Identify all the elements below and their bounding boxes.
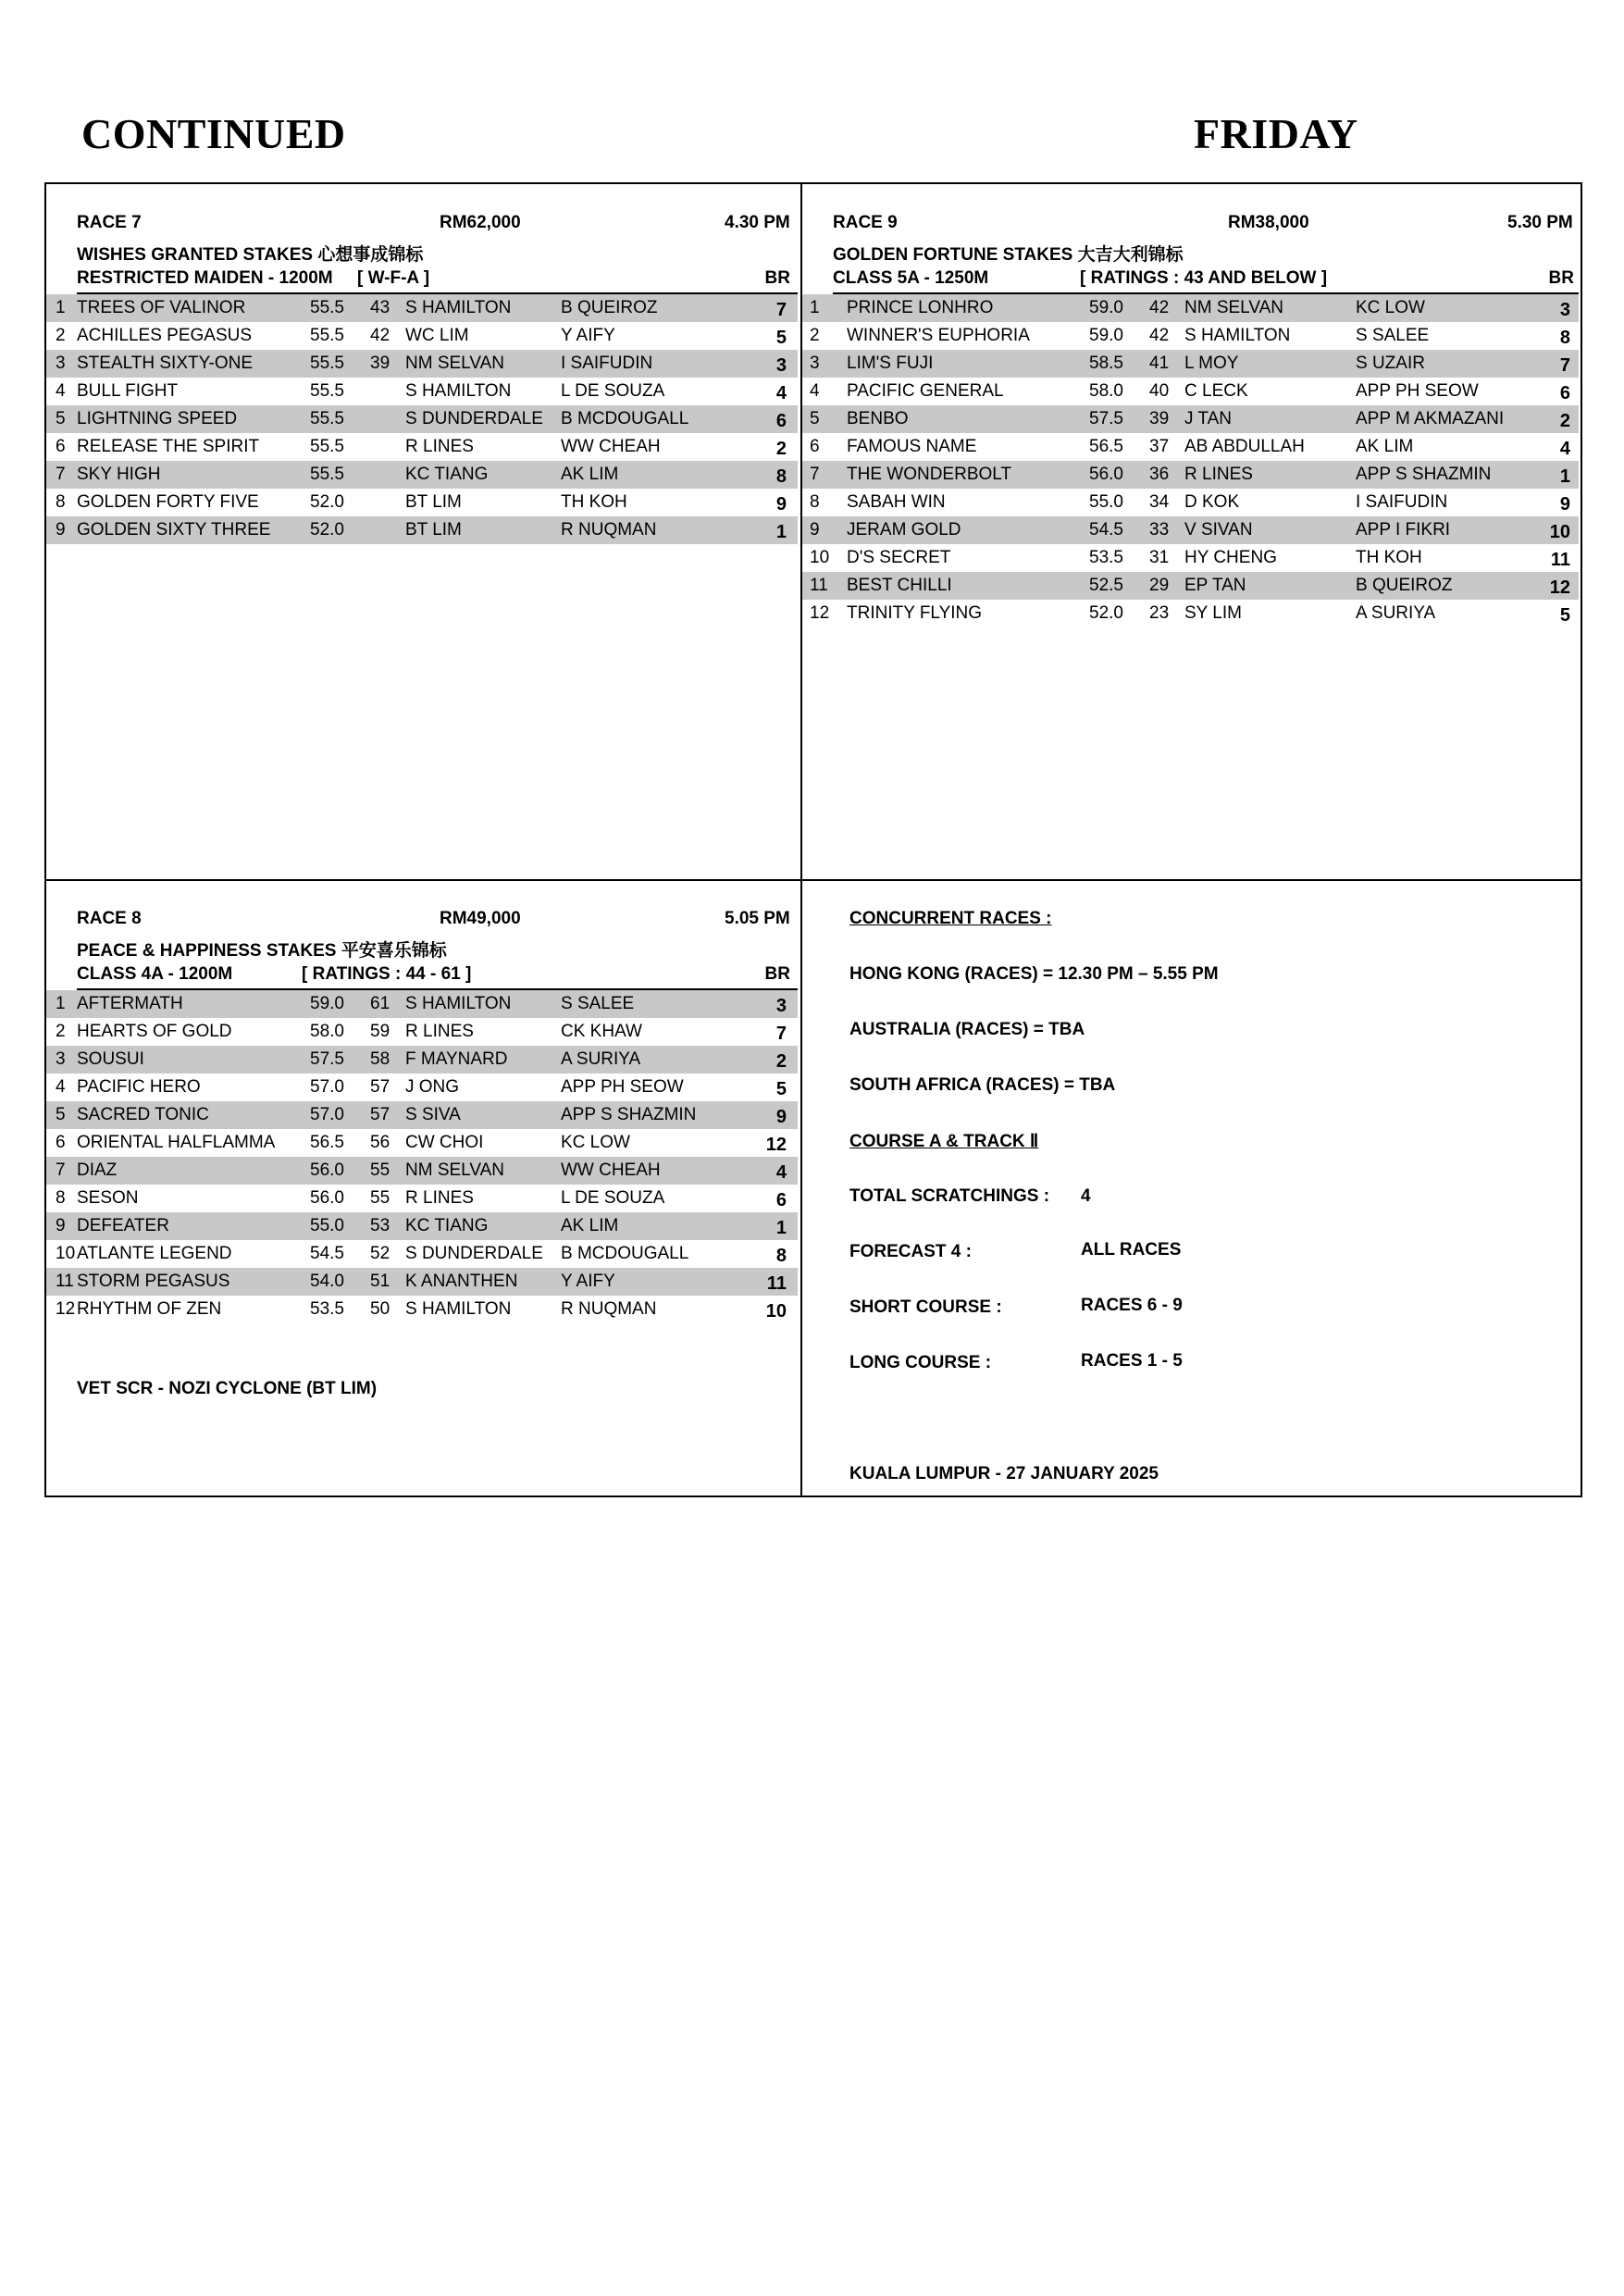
- handicap-weight: 56.0: [310, 1188, 344, 1208]
- race-name: WISHES GRANTED STAKES 心想事成锦标: [77, 245, 424, 265]
- runner-number: 11: [56, 1272, 74, 1291]
- handicap-weight: 58.0: [310, 1022, 344, 1041]
- runner-row: [802, 350, 1579, 378]
- location-date-footer: KUALA LUMPUR - 27 JANUARY 2025: [849, 1464, 1159, 1483]
- runner-number: 1: [56, 298, 66, 317]
- jockey-name: KC TIANG: [405, 465, 489, 484]
- trainer-name: APP S SHAZMIN: [561, 1105, 697, 1124]
- handicap-weight: 58.0: [1089, 381, 1123, 401]
- runner-row: [46, 1157, 798, 1185]
- barrier-draw: 6: [775, 1190, 787, 1210]
- runner-number: 7: [810, 465, 820, 484]
- runner-number: 5: [56, 1105, 66, 1124]
- horse-name: PRINCE LONHRO: [847, 298, 994, 317]
- jockey-name: D KOK: [1184, 492, 1240, 512]
- runner-row: [46, 433, 798, 461]
- runner-row: [802, 572, 1579, 600]
- horse-rating: 34: [1149, 492, 1170, 512]
- jockey-name: L MOY: [1184, 354, 1239, 373]
- trainer-name: KC LOW: [561, 1133, 630, 1152]
- trainer-name: A SURIYA: [561, 1049, 641, 1069]
- jockey-name: BT LIM: [405, 520, 462, 540]
- trainer-name: APP S SHAZMIN: [1356, 465, 1492, 484]
- south-africa-races: SOUTH AFRICA (RACES) = TBA: [849, 1075, 1116, 1095]
- jockey-name: NM SELVAN: [1184, 298, 1283, 317]
- handicap-weight: 55.5: [310, 381, 344, 401]
- trainer-name: AK LIM: [1356, 437, 1414, 456]
- jockey-name: F MAYNARD: [405, 1049, 508, 1069]
- runner-number: 5: [810, 409, 820, 428]
- jockey-name: S HAMILTON: [405, 298, 512, 317]
- runner-row: [46, 1129, 798, 1157]
- jockey-name: S HAMILTON: [405, 381, 512, 401]
- horse-name: GOLDEN SIXTY THREE: [77, 520, 271, 540]
- jockey-name: WC LIM: [405, 326, 469, 345]
- handicap-weight: 57.5: [1089, 409, 1123, 428]
- horse-name: LIM'S FUJI: [847, 354, 934, 373]
- handicap-weight: 55.0: [1089, 492, 1123, 512]
- horse-name: BENBO: [847, 409, 909, 428]
- runner-number: 5: [56, 409, 66, 428]
- horse-rating: 55: [370, 1188, 391, 1208]
- runner-row: [802, 433, 1579, 461]
- horse-rating: 57: [370, 1105, 391, 1124]
- horse-rating: 52: [370, 1244, 391, 1263]
- runner-row: [46, 1296, 798, 1323]
- handicap-weight: 55.5: [310, 326, 344, 345]
- short-course-label: SHORT COURSE :: [849, 1297, 1002, 1317]
- race-prize: RM49,000: [440, 909, 521, 928]
- header-continued: CONTINUED: [81, 110, 346, 157]
- trainer-name: B MCDOUGALL: [561, 409, 689, 428]
- runner-row: [46, 378, 798, 405]
- jockey-name: NM SELVAN: [405, 354, 504, 373]
- runner-row: [46, 350, 798, 378]
- trainer-name: L DE SOUZA: [561, 1188, 665, 1208]
- horse-name: PACIFIC GENERAL: [847, 381, 1004, 401]
- runner-row: [802, 322, 1579, 350]
- trainer-name: APP PH SEOW: [1356, 381, 1479, 401]
- race-conditions: [ RATINGS : 44 - 61 ]: [302, 964, 472, 984]
- barrier-draw: 7: [775, 1024, 787, 1044]
- trainer-name: Y AIFY: [561, 326, 615, 345]
- race-prize: RM62,000: [440, 213, 521, 232]
- runner-number: 1: [810, 298, 820, 317]
- runner-number: 3: [56, 1049, 66, 1069]
- runner-row: [46, 1101, 798, 1129]
- race-time: 5.05 PM: [725, 909, 790, 928]
- short-course-value: RACES 6 - 9: [1081, 1296, 1183, 1315]
- trainer-name: S UZAIR: [1356, 354, 1425, 373]
- vet-scratching-note: VET SCR - NOZI CYCLONE (BT LIM): [77, 1379, 378, 1398]
- barrier-draw: 4: [775, 383, 787, 403]
- runner-row: [46, 516, 798, 544]
- runner-row: [46, 1074, 798, 1101]
- trainer-name: A SURIYA: [1356, 603, 1436, 623]
- trainer-name: S SALEE: [1356, 326, 1430, 345]
- barrier-draw: 7: [775, 300, 787, 320]
- runner-number: 3: [810, 354, 820, 373]
- jockey-name: S SIVA: [405, 1105, 461, 1124]
- runner-row: [46, 1212, 798, 1240]
- horse-name: D'S SECRET: [847, 548, 951, 567]
- runner-row: [46, 294, 798, 322]
- horse-rating: 31: [1149, 548, 1170, 567]
- horse-name: TREES OF VALINOR: [77, 298, 246, 317]
- jockey-name: EP TAN: [1184, 576, 1246, 595]
- horse-name: STEALTH SIXTY-ONE: [77, 354, 254, 373]
- horse-rating: 59: [370, 1022, 391, 1041]
- jockey-name: J TAN: [1184, 409, 1233, 428]
- barrier-draw: 5: [775, 328, 787, 348]
- trainer-name: I SAIFUDIN: [1356, 492, 1448, 512]
- barrier-draw: 1: [775, 1218, 787, 1238]
- horse-name: STORM PEGASUS: [77, 1272, 230, 1291]
- runner-row: [46, 1018, 798, 1046]
- runner-number: 10: [810, 548, 830, 567]
- horse-rating: 39: [1149, 409, 1170, 428]
- horse-name: ATLANTE LEGEND: [77, 1244, 232, 1263]
- horse-name: ORIENTAL HALFLAMMA: [77, 1133, 276, 1152]
- runner-row: [46, 990, 798, 1018]
- runner-number: 12: [810, 603, 830, 623]
- horse-name: WINNER'S EUPHORIA: [847, 326, 1030, 345]
- barrier-draw: 8: [775, 1246, 787, 1266]
- horse-name: THE WONDERBOLT: [847, 465, 1012, 484]
- trainer-name: KC LOW: [1356, 298, 1425, 317]
- barrier-draw: 12: [1549, 577, 1570, 598]
- trainer-name: AK LIM: [561, 1216, 619, 1235]
- runner-row: [46, 405, 798, 433]
- jockey-name: BT LIM: [405, 492, 462, 512]
- horse-name: SOUSUI: [77, 1049, 144, 1069]
- barrier-column-header: BR: [764, 964, 790, 984]
- handicap-weight: 58.5: [1089, 354, 1123, 373]
- race-conditions: [ RATINGS : 43 AND BELOW ]: [1080, 268, 1328, 288]
- runner-number: 9: [810, 520, 820, 540]
- barrier-column-header: BR: [1548, 268, 1574, 288]
- race-name: GOLDEN FORTUNE STAKES 大吉大利锦标: [833, 245, 1184, 265]
- long-course-value: RACES 1 - 5: [1081, 1351, 1183, 1371]
- runner-number: 11: [810, 576, 828, 595]
- runner-number: 1: [56, 994, 66, 1013]
- barrier-column-header: BR: [764, 268, 790, 288]
- trainer-name: R NUQMAN: [561, 1299, 657, 1319]
- horse-name: DIAZ: [77, 1160, 118, 1180]
- jockey-name: R LINES: [405, 1188, 474, 1208]
- horse-name: GOLDEN FORTY FIVE: [77, 492, 259, 512]
- panel-divider-horizontal: [44, 879, 1581, 881]
- handicap-weight: 52.0: [310, 492, 344, 512]
- barrier-draw: 3: [1559, 300, 1570, 320]
- jockey-name: C LECK: [1184, 381, 1248, 401]
- trainer-name: B MCDOUGALL: [561, 1244, 689, 1263]
- jockey-name: V SIVAN: [1184, 520, 1253, 540]
- barrier-draw: 7: [1559, 355, 1570, 376]
- runner-number: 4: [56, 381, 66, 401]
- horse-rating: 50: [370, 1299, 391, 1319]
- barrier-draw: 1: [1559, 466, 1570, 487]
- horse-name: TRINITY FLYING: [847, 603, 983, 623]
- race-conditions: [ W-F-A ]: [357, 268, 430, 288]
- horse-rating: 55: [370, 1160, 391, 1180]
- jockey-name: S DUNDERDALE: [405, 1244, 543, 1263]
- barrier-draw: 11: [766, 1273, 787, 1294]
- horse-rating: 29: [1149, 576, 1170, 595]
- runner-row: [46, 1268, 798, 1296]
- horse-rating: 56: [370, 1133, 391, 1152]
- handicap-weight: 52.0: [1089, 603, 1123, 623]
- runner-number: 10: [56, 1244, 76, 1263]
- barrier-draw: 2: [775, 439, 787, 459]
- trainer-name: WW CHEAH: [561, 1160, 661, 1180]
- course-track: COURSE A & TRACK Ⅱ: [849, 1132, 1039, 1151]
- handicap-weight: 56.0: [1089, 465, 1123, 484]
- runner-row: [46, 1240, 798, 1268]
- runner-row: [46, 322, 798, 350]
- trainer-name: B QUEIROZ: [1356, 576, 1453, 595]
- handicap-weight: 57.5: [310, 1049, 344, 1069]
- australia-races: AUSTRALIA (RACES) = TBA: [849, 1020, 1085, 1039]
- horse-name: LIGHTNING SPEED: [77, 409, 238, 428]
- trainer-name: B QUEIROZ: [561, 298, 658, 317]
- hong-kong-races: HONG KONG (RACES) = 12.30 PM – 5.55 PM: [849, 964, 1219, 984]
- horse-rating: 43: [370, 298, 391, 317]
- barrier-draw: 12: [765, 1135, 787, 1155]
- jockey-name: KC TIANG: [405, 1216, 489, 1235]
- race-time: 5.30 PM: [1507, 213, 1573, 232]
- barrier-draw: 11: [1550, 550, 1570, 570]
- jockey-name: S DUNDERDALE: [405, 409, 543, 428]
- horse-rating: 39: [370, 354, 391, 373]
- horse-name: RELEASE THE SPIRIT: [77, 437, 260, 456]
- jockey-name: CW CHOI: [405, 1133, 484, 1152]
- runner-number: 7: [56, 465, 66, 484]
- barrier-draw: 8: [775, 466, 787, 487]
- jockey-name: K ANANTHEN: [405, 1272, 518, 1291]
- runner-number: 3: [56, 354, 66, 373]
- runner-row: [802, 544, 1579, 572]
- race-number: RACE 9: [833, 213, 898, 232]
- horse-name: SKY HIGH: [77, 465, 161, 484]
- race-class: RESTRICTED MAIDEN - 1200M: [77, 268, 333, 288]
- handicap-weight: 59.0: [310, 994, 344, 1013]
- runner-row: [802, 378, 1579, 405]
- horse-name: DEFEATER: [77, 1216, 169, 1235]
- runner-number: 6: [56, 1133, 66, 1152]
- handicap-weight: 56.0: [310, 1160, 344, 1180]
- horse-name: BULL FIGHT: [77, 381, 179, 401]
- jockey-name: AB ABDULLAH: [1184, 437, 1305, 456]
- handicap-weight: 54.0: [310, 1272, 344, 1291]
- handicap-weight: 53.5: [1089, 548, 1123, 567]
- runner-number: 4: [56, 1077, 66, 1097]
- runner-number: 2: [56, 326, 66, 345]
- race-number: RACE 8: [77, 909, 142, 928]
- handicap-weight: 55.5: [310, 465, 344, 484]
- runner-number: 9: [56, 1216, 66, 1235]
- handicap-weight: 56.5: [310, 1133, 344, 1152]
- barrier-draw: 9: [775, 1107, 787, 1127]
- horse-name: BEST CHILLI: [847, 576, 952, 595]
- runner-number: 2: [810, 326, 820, 345]
- barrier-draw: 3: [775, 996, 787, 1016]
- total-scratchings-label: TOTAL SCRATCHINGS :: [849, 1186, 1050, 1206]
- horse-rating: 37: [1149, 437, 1170, 456]
- horse-name: ACHILLES PEGASUS: [77, 326, 253, 345]
- horse-name: FAMOUS NAME: [847, 437, 977, 456]
- forecast-value: ALL RACES: [1081, 1240, 1182, 1260]
- handicap-weight: 56.5: [1089, 437, 1123, 456]
- barrier-draw: 6: [775, 411, 787, 431]
- handicap-weight: 57.0: [310, 1105, 344, 1124]
- concurrent-races-heading: CONCURRENT RACES :: [849, 909, 1052, 928]
- runner-row: [802, 600, 1579, 627]
- handicap-weight: 54.5: [310, 1244, 344, 1263]
- runner-row: [802, 294, 1579, 322]
- barrier-draw: 3: [775, 355, 787, 376]
- horse-rating: 33: [1149, 520, 1170, 540]
- handicap-weight: 55.0: [310, 1216, 344, 1235]
- runner-number: 8: [56, 492, 66, 512]
- runner-number: 7: [56, 1160, 66, 1180]
- jockey-name: S HAMILTON: [405, 1299, 512, 1319]
- runner-number: 8: [810, 492, 820, 512]
- handicap-weight: 57.0: [310, 1077, 344, 1097]
- barrier-draw: 2: [1559, 411, 1570, 431]
- barrier-draw: 8: [1559, 328, 1570, 348]
- barrier-draw: 1: [775, 522, 787, 542]
- barrier-draw: 9: [1559, 494, 1570, 515]
- runner-row: [46, 1046, 798, 1074]
- jockey-name: HY CHENG: [1184, 548, 1277, 567]
- horse-name: JERAM GOLD: [847, 520, 961, 540]
- runner-row: [802, 461, 1579, 489]
- trainer-name: I SAIFUDIN: [561, 354, 653, 373]
- runner-number: 6: [56, 437, 66, 456]
- trainer-name: CK KHAW: [561, 1022, 642, 1041]
- runner-number: 2: [56, 1022, 66, 1041]
- horse-name: AFTERMATH: [77, 994, 183, 1013]
- barrier-draw: 4: [1559, 439, 1570, 459]
- race-name: PEACE & HAPPINESS STAKES 平安喜乐锦标: [77, 941, 447, 961]
- runner-number: 4: [810, 381, 820, 401]
- trainer-name: TH KOH: [1356, 548, 1422, 567]
- handicap-weight: 55.5: [310, 409, 344, 428]
- horse-rating: 58: [370, 1049, 391, 1069]
- handicap-weight: 52.0: [310, 520, 344, 540]
- handicap-weight: 54.5: [1089, 520, 1123, 540]
- barrier-draw: 5: [775, 1079, 787, 1099]
- handicap-weight: 59.0: [1089, 298, 1123, 317]
- runner-row: [46, 461, 798, 489]
- trainer-name: APP PH SEOW: [561, 1077, 684, 1097]
- trainer-name: Y AIFY: [561, 1272, 615, 1291]
- header-day: FRIDAY: [1194, 110, 1358, 157]
- horse-name: SESON: [77, 1188, 139, 1208]
- horse-rating: 23: [1149, 603, 1170, 623]
- horse-name: SABAH WIN: [847, 492, 946, 512]
- jockey-name: SY LIM: [1184, 603, 1242, 623]
- trainer-name: WW CHEAH: [561, 437, 661, 456]
- horse-rating: 53: [370, 1216, 391, 1235]
- trainer-name: R NUQMAN: [561, 520, 657, 540]
- horse-rating: 61: [370, 994, 391, 1013]
- horse-rating: 40: [1149, 381, 1170, 401]
- horse-rating: 42: [370, 326, 391, 345]
- horse-rating: 57: [370, 1077, 391, 1097]
- jockey-name: NM SELVAN: [405, 1160, 504, 1180]
- handicap-weight: 53.5: [310, 1299, 344, 1319]
- barrier-draw: 6: [1559, 383, 1570, 403]
- handicap-weight: 55.5: [310, 437, 344, 456]
- horse-name: HEARTS OF GOLD: [77, 1022, 232, 1041]
- race-class: CLASS 4A - 1200M: [77, 964, 233, 984]
- handicap-weight: 52.5: [1089, 576, 1123, 595]
- runner-row: [46, 489, 798, 516]
- horse-rating: 42: [1149, 298, 1170, 317]
- jockey-name: J ONG: [405, 1077, 460, 1097]
- trainer-name: AK LIM: [561, 465, 619, 484]
- handicap-weight: 59.0: [1089, 326, 1123, 345]
- runner-number: 12: [56, 1299, 76, 1319]
- runner-number: 8: [56, 1188, 66, 1208]
- horse-rating: 36: [1149, 465, 1170, 484]
- runner-number: 9: [56, 520, 66, 540]
- barrier-draw: 5: [1559, 605, 1570, 626]
- race-number: RACE 7: [77, 213, 142, 232]
- runner-row: [802, 405, 1579, 433]
- trainer-name: APP M AKMAZANI: [1356, 409, 1505, 428]
- forecast-label: FORECAST 4 :: [849, 1242, 972, 1261]
- trainer-name: TH KOH: [561, 492, 627, 512]
- horse-name: SACRED TONIC: [77, 1105, 209, 1124]
- runner-row: [802, 489, 1579, 516]
- jockey-name: R LINES: [405, 437, 474, 456]
- jockey-name: S HAMILTON: [1184, 326, 1291, 345]
- runner-number: 6: [810, 437, 820, 456]
- race-prize: RM38,000: [1228, 213, 1309, 232]
- jockey-name: R LINES: [1184, 465, 1253, 484]
- runner-row: [802, 516, 1579, 544]
- barrier-draw: 10: [1549, 522, 1570, 542]
- trainer-name: S SALEE: [561, 994, 635, 1013]
- jockey-name: R LINES: [405, 1022, 474, 1041]
- long-course-label: LONG COURSE :: [849, 1353, 992, 1372]
- barrier-draw: 9: [775, 494, 787, 515]
- handicap-weight: 55.5: [310, 354, 344, 373]
- horse-name: RHYTHM OF ZEN: [77, 1299, 222, 1319]
- barrier-draw: 2: [775, 1051, 787, 1072]
- runner-row: [46, 1185, 798, 1212]
- horse-rating: 41: [1149, 354, 1170, 373]
- horse-name: PACIFIC HERO: [77, 1077, 201, 1097]
- trainer-name: L DE SOUZA: [561, 381, 665, 401]
- race-class: CLASS 5A - 1250M: [833, 268, 989, 288]
- horse-rating: 51: [370, 1272, 391, 1291]
- barrier-draw: 10: [765, 1301, 787, 1322]
- total-scratchings-value: 4: [1081, 1186, 1091, 1206]
- trainer-name: APP I FIKRI: [1356, 520, 1451, 540]
- race-time: 4.30 PM: [725, 213, 790, 232]
- barrier-draw: 4: [775, 1162, 787, 1183]
- horse-rating: 42: [1149, 326, 1170, 345]
- jockey-name: S HAMILTON: [405, 994, 512, 1013]
- handicap-weight: 55.5: [310, 298, 344, 317]
